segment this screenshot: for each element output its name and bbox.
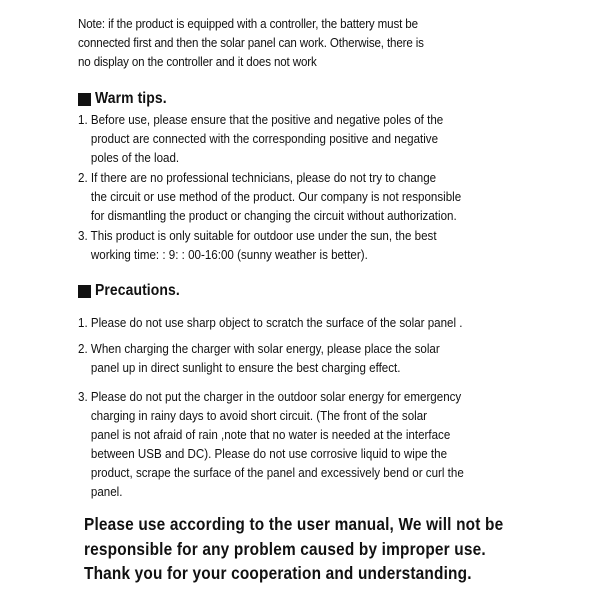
item-line: the circuit or use method of the product. Our company is not responsible	[90, 190, 462, 204]
closing-line: responsible for any problem caused by improper use.	[84, 538, 486, 559]
warm-tip-item-1	[78, 111, 510, 168]
item-line: between USB and DC). Please do not use corrosive liquid to wipe the	[90, 447, 448, 461]
note-line: Note: if the product is equipped with a controller, the battery must be	[78, 17, 418, 31]
warm-tips-title: Warm tips.	[95, 90, 167, 107]
closing-line: Thank you for your cooperation and understanding.	[84, 563, 472, 583]
black-square-icon	[78, 285, 91, 298]
item-line: product are connected with the corresponding positive and negative	[90, 132, 439, 146]
item-line: for dismantling the product or changing the circuit without authorization.	[90, 209, 457, 223]
warm-tip-item-3	[78, 227, 510, 265]
item-line: working time: : 9: : 00-16:00 (sunny weather is better).	[90, 248, 368, 262]
item-line: charging in rainy days to avoid short circuit. (The front of the solar	[90, 409, 428, 423]
item-line: panel is not afraid of rain ,note that no water is needed at the interface	[90, 428, 451, 442]
warm-tips-heading	[78, 90, 175, 108]
item-line: 2. When charging the charger with solar energy, please place the solar	[78, 342, 440, 356]
item-line: panel.	[90, 485, 123, 499]
closing-statement	[84, 512, 504, 586]
precautions-heading	[78, 282, 189, 300]
warm-tip-item-2	[78, 169, 510, 226]
item-line: 3. This product is only suitable for outdoor use under the sun, the best	[78, 229, 437, 243]
item-line: 2. If there are no professional technicians, please do not try to change	[78, 171, 437, 185]
precaution-item-3	[78, 388, 510, 502]
note-line: no display on the controller and it does not work	[78, 55, 317, 69]
item-line: 3. Please do not put the charger in the outdoor solar energy for emergency	[78, 390, 462, 404]
precautions-title: Precautions.	[95, 282, 180, 299]
item-line: 1. Before use, please ensure that the positive and negative poles of the	[78, 113, 444, 127]
item-line: poles of the load.	[90, 151, 180, 165]
item-line: panel up in direct sunlight to ensure the best charging effect.	[90, 361, 401, 375]
item-line: 1. Please do not use sharp object to scratch the surface of the solar panel .	[78, 316, 463, 330]
closing-line: Please use according to the user manual, We will not be	[84, 514, 504, 534]
precaution-item-2	[78, 340, 510, 378]
note-line: connected first and then the solar panel can work. Otherwise, there is	[78, 36, 424, 50]
black-square-icon	[78, 93, 91, 106]
precaution-item-1	[78, 314, 510, 333]
controller-note	[78, 15, 538, 72]
item-line: product, scrape the surface of the panel and excessively bend or curl the	[90, 466, 464, 480]
